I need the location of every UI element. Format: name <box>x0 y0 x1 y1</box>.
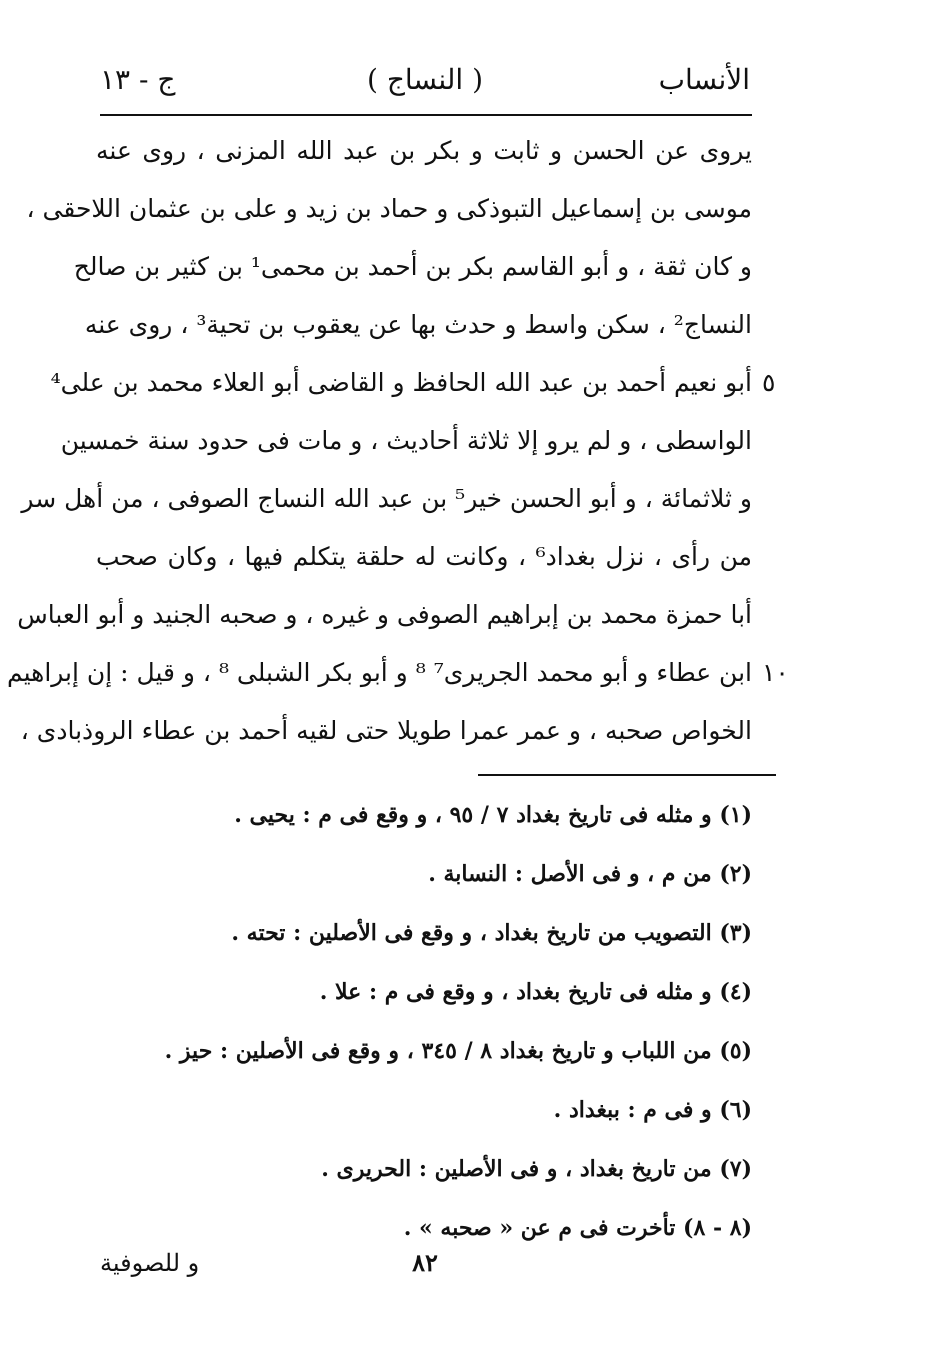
running-header <box>100 60 750 110</box>
text-line <box>60 416 752 474</box>
footnote: (٧) من تاريخ بغداد ، و فى الأصلين : الحريرى . <box>321 1156 752 1182</box>
header-rule <box>100 114 752 116</box>
text-line <box>73 242 752 300</box>
text-line <box>50 358 776 416</box>
line-text: أبو نعيم أحمد بن عبد الله الحافظ و القاضى أبو العلاء محمد بن على⁴ <box>50 368 752 397</box>
volume-number: ج - ١٣ <box>100 63 176 96</box>
line-text: أبا حمزة محمد بن إبراهيم الصوفى و غيره ، و صحبه الجنيد و أبو العباس <box>17 600 752 629</box>
main-text <box>6 126 789 764</box>
line-text: يروى عن الحسن و ثابت و بكر بن عبد الله المزنى ، روى عنه <box>96 136 752 165</box>
line-text: النساج² ، سكن واسط و حدث بها عن يعقوب بن تحية³ ، روى عنه <box>84 310 752 339</box>
line-text: و كان ثقة ، و أبو القاسم بكر بن أحمد بن محمى¹ بن كثير بن صالح <box>73 252 752 281</box>
footnote: (١) و مثله فى تاريخ بغداد ٧ / ٩٥ ، و وقع فى م : يحيى . <box>234 802 752 828</box>
line-number: ٥ <box>762 368 776 397</box>
text-line <box>21 474 752 532</box>
text-line <box>96 532 752 590</box>
text-line <box>26 184 752 242</box>
footnote: (٦) و فى م : ببغداد . <box>553 1097 752 1123</box>
line-text: الواسطى ، و لم يرو إلا ثلاثة أحاديث ، و مات فى حدود سنة خمسين <box>60 426 752 455</box>
book-title: الأنساب <box>658 63 750 96</box>
footnote: (٤) و مثله فى تاريخ بغداد ، و وقع فى م : علا . <box>319 979 752 1005</box>
footnote: (٣) التصويب من تاريخ بغداد ، و وقع فى الأصلين : تحته . <box>231 920 752 946</box>
text-line <box>84 300 752 358</box>
line-text: موسى بن إسماعيل التبوذكى و حماد بن زيد و على بن عثمان اللاحقى ، <box>26 194 752 223</box>
line-text: من رأى ، نزل بغداد⁶ ، وكانت له حلقة يتكلم فيها ، وكان صحب <box>96 542 753 571</box>
footnote-separator <box>478 774 776 776</box>
line-number: ١٠ <box>762 658 789 687</box>
catchword: و للصوفية <box>100 1249 200 1277</box>
text-line <box>6 648 789 706</box>
footnote: (٢) من م ، و فى الأصل : النسابة . <box>428 861 752 887</box>
text-line <box>20 706 752 764</box>
page-footer <box>100 1245 750 1285</box>
line-text: ابن عطاء و أبو محمد الجريرى⁷ ⁸ و أبو بكر الشبلى ⁸ ، و قيل : إن إبراهيم <box>6 658 752 687</box>
footnotes <box>100 790 752 1262</box>
text-line <box>96 126 752 184</box>
entry-title: ( النساج ) <box>367 63 483 96</box>
footnote: (٥) من اللباب و تاريخ بغداد ٨ / ٣٤٥ ، و وقع فى الأصلين : حيز . <box>164 1038 752 1064</box>
line-text: الخواص صحبه ، و عمر عمرا طويلا حتى لقيه أحمد بن عطاء الروذبادى ، <box>20 716 752 745</box>
footnote: (٨ - ٨) تأخرت فى م عن « صحبه » . <box>403 1215 752 1241</box>
text-line <box>17 590 752 648</box>
line-text: و ثلاثمائة ، و أبو الحسن خير⁵ بن عبد الله النساج الصوفى ، من أهل سر <box>21 484 752 513</box>
page-number: ٨٢ <box>412 1248 438 1277</box>
